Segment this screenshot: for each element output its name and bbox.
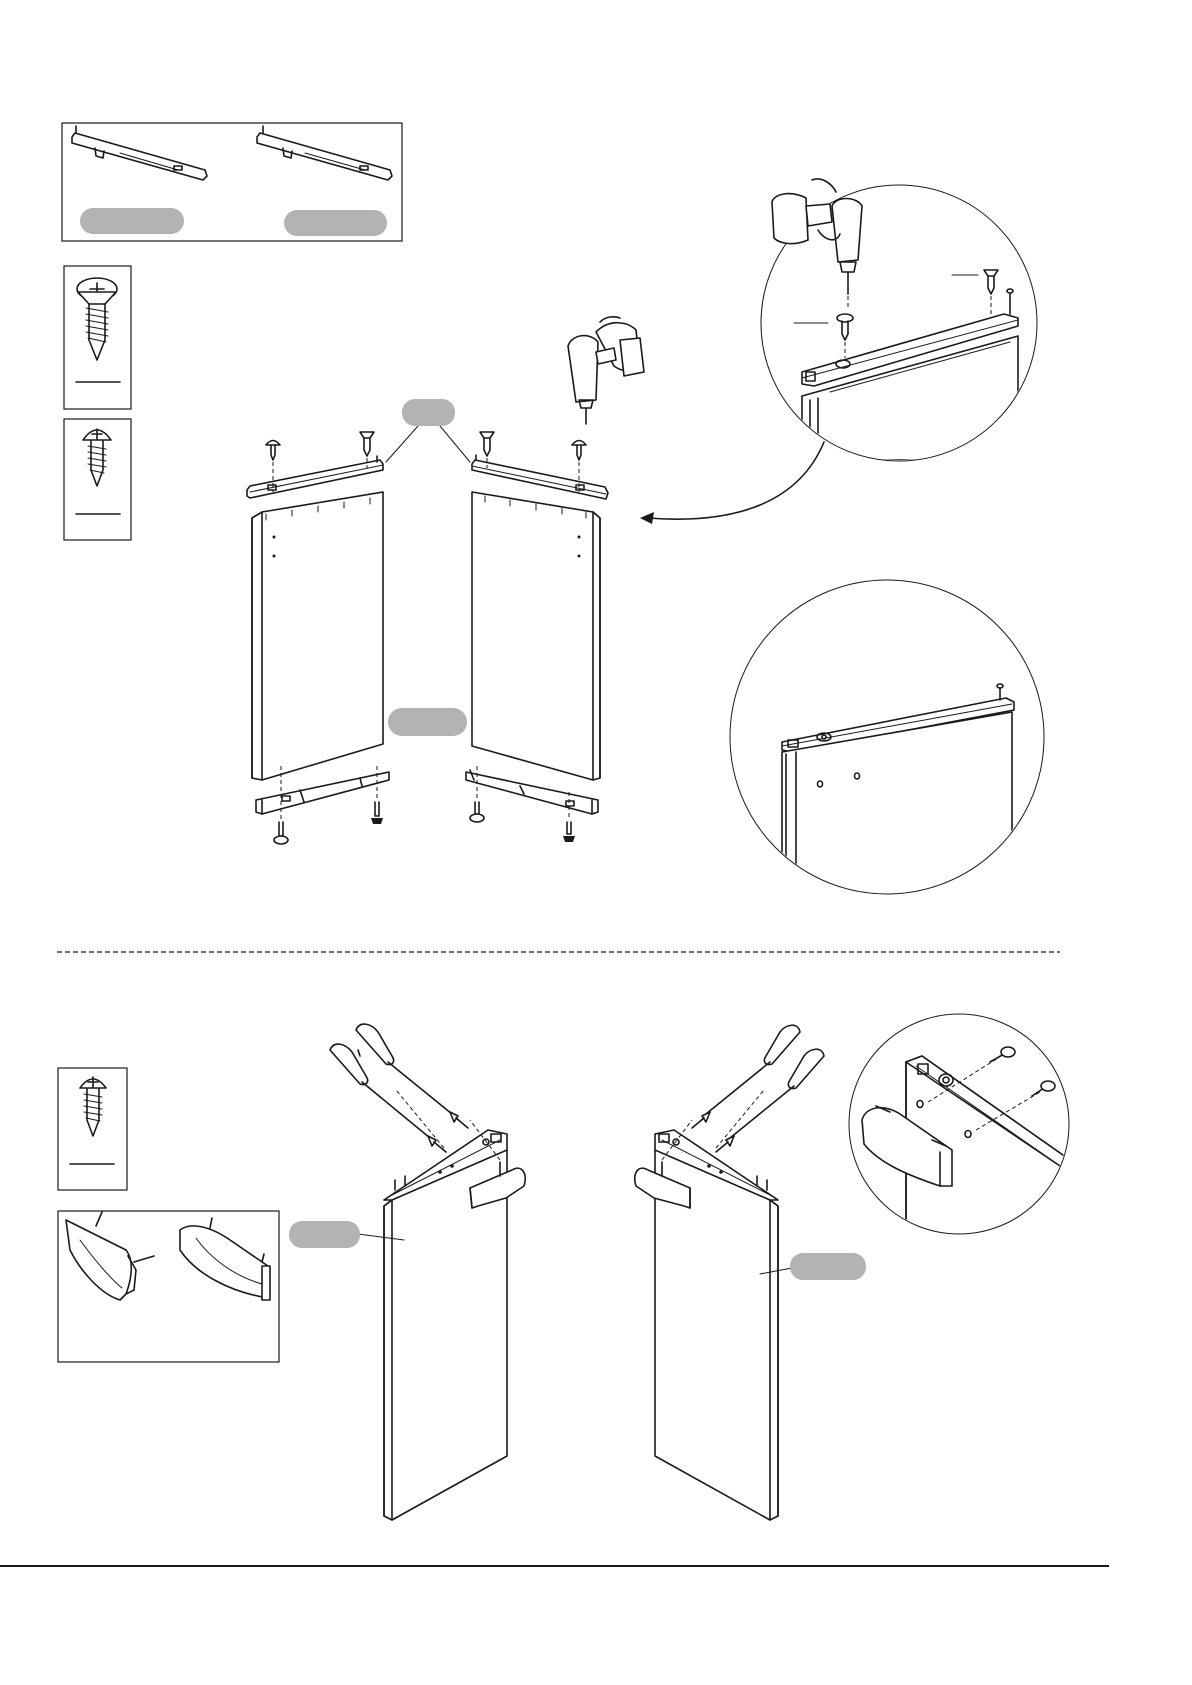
panel-icon — [472, 492, 600, 780]
countersunk-screw-icon — [563, 822, 575, 842]
screwdriver-icon — [356, 1024, 452, 1114]
rail-icon — [256, 772, 389, 814]
left-panel-label — [289, 1221, 360, 1248]
detail-circle-panel-top — [730, 580, 1044, 900]
right-panel-assembly — [466, 432, 608, 842]
panel-part-label — [388, 708, 467, 736]
pan-head-screw-icon — [274, 822, 288, 844]
screw-box-bottom — [58, 1068, 127, 1190]
right-panel-label — [790, 1253, 866, 1280]
countersunk-screw-icon — [480, 432, 494, 456]
pan-head-screw-icon — [450, 1112, 468, 1128]
screwdriver-icon — [706, 1025, 800, 1114]
rail-label-left — [80, 208, 184, 234]
pan-head-screw-icon — [716, 1136, 734, 1152]
bottom-left-panel-assembly — [330, 1024, 525, 1520]
pan-head-screw-icon — [428, 1136, 446, 1152]
panel-icon — [252, 492, 383, 780]
pan-head-screw-icon — [470, 802, 484, 822]
handles-parts-box — [58, 1211, 279, 1362]
screw-box-large — [64, 266, 131, 409]
center-part-label — [386, 399, 470, 462]
power-drill-icon — [568, 317, 644, 424]
curved-arrow-icon — [640, 442, 824, 524]
pan-head-screw-icon — [266, 441, 280, 461]
screwdriver-icon — [730, 1049, 824, 1138]
screw-box-small — [64, 419, 131, 540]
left-panel-assembly — [247, 432, 389, 844]
pan-head-screw-icon — [692, 1112, 710, 1128]
rail-icon — [472, 455, 608, 499]
detail-circle-rail-screws — [761, 179, 1037, 461]
detail-circle-handle — [849, 1014, 1070, 1240]
rail-icon — [247, 456, 383, 498]
rails-parts-box — [62, 123, 402, 241]
pan-head-screw-icon — [572, 441, 586, 461]
rail-label-right — [284, 210, 387, 236]
countersunk-screw-icon — [360, 432, 374, 456]
countersunk-screw-icon — [371, 802, 383, 824]
